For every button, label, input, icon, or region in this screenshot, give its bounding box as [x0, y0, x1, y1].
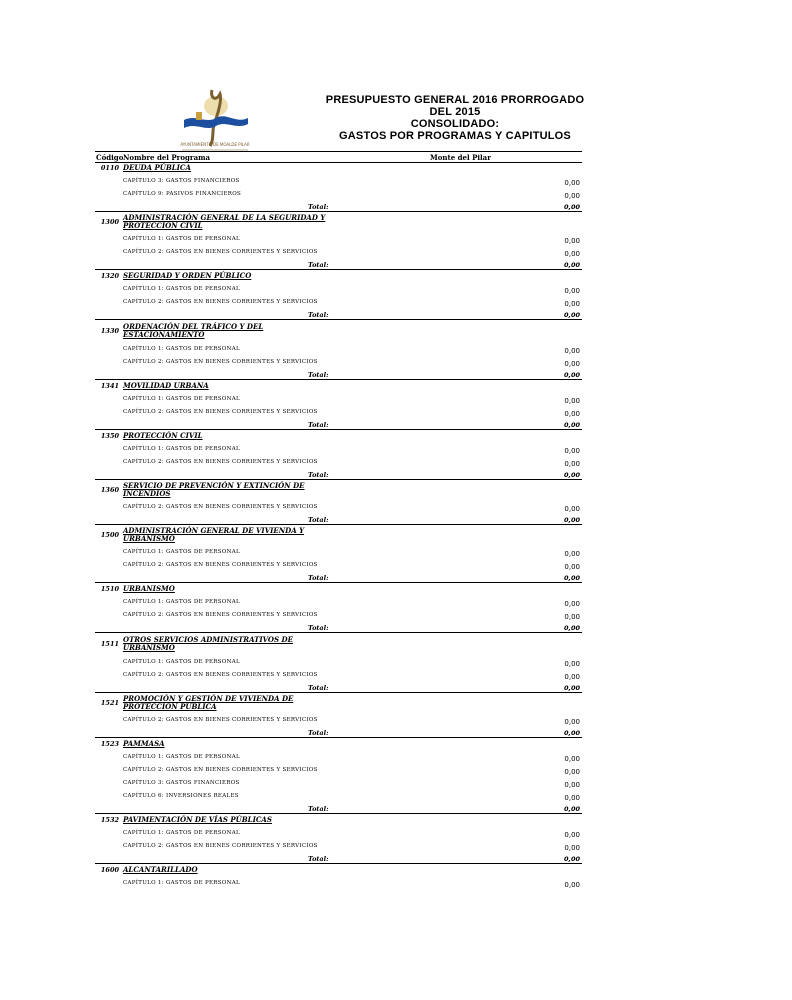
program-name: DEUDA PÚBLICA — [123, 163, 191, 172]
column-header-code: Código — [96, 153, 124, 162]
chapter-row — [95, 655, 582, 668]
program-group — [95, 162, 582, 212]
chapter-row — [95, 750, 582, 763]
chapter-amount: 0,00 — [564, 447, 580, 455]
chapter-row — [95, 442, 582, 455]
chapter-row — [95, 232, 582, 245]
chapter-row — [95, 545, 582, 558]
column-header-program: Nombre del Programa — [123, 153, 211, 162]
header-top-rule — [95, 151, 582, 152]
total-row — [95, 802, 582, 813]
chapter-row — [95, 876, 582, 889]
chapter-amount: 0,00 — [564, 237, 580, 245]
total-row — [95, 200, 582, 211]
program-code: 1300 — [100, 218, 119, 226]
svg-text:AYUNTAMIENTO DE MOALDE PILAR: AYUNTAMIENTO DE MOALDE PILAR — [180, 142, 250, 147]
program-code: 1511 — [100, 640, 119, 648]
total-amount: 0,00 — [563, 371, 580, 379]
report-title — [320, 94, 590, 142]
chapter-label: CAPÍTULO 2: GASTOS EN BIENES CORRIENTES Y SERVICIOS — [123, 672, 318, 678]
chapter-amount: 0,00 — [564, 660, 580, 668]
chapter-label: CAPÍTULO 1: GASTOS DE PERSONAL — [123, 659, 240, 665]
total-label: Total: — [308, 421, 329, 429]
municipal-logo-icon — [176, 84, 254, 154]
chapter-amount: 0,00 — [564, 844, 580, 852]
chapter-amount: 0,00 — [564, 410, 580, 418]
chapter-label: CAPÍTULO 2: GASTOS EN BIENES CORRIENTES Y SERVICIOS — [123, 359, 318, 365]
chapter-row — [95, 776, 582, 789]
program-code: 1341 — [100, 382, 119, 390]
program-group — [95, 693, 582, 738]
total-amount: 0,00 — [563, 516, 580, 524]
program-header — [95, 814, 582, 826]
total-row — [95, 571, 582, 582]
chapter-amount: 0,00 — [564, 360, 580, 368]
chapter-amount: 0,00 — [564, 347, 580, 355]
total-amount: 0,00 — [563, 624, 580, 632]
program-code: 1521 — [100, 699, 119, 707]
program-code: 1510 — [100, 585, 119, 593]
program-group — [95, 380, 582, 430]
total-amount: 0,00 — [563, 805, 580, 813]
program-name: ADMINISTRACIÓN GENERAL DE VIVIENDA Y URBANISMO — [123, 526, 305, 543]
chapter-amount: 0,00 — [564, 179, 580, 187]
budget-table — [95, 162, 582, 889]
total-row — [95, 368, 582, 379]
chapter-amount: 0,00 — [564, 550, 580, 558]
chapter-label: CAPÍTULO 2: GASTOS EN BIENES CORRIENTES Y SERVICIOS — [123, 459, 318, 465]
title-line-1: PRESUPUESTO GENERAL 2016 PRORROGADO — [325, 94, 585, 106]
program-group — [95, 430, 582, 480]
program-group — [95, 633, 582, 693]
total-amount: 0,00 — [563, 574, 580, 582]
program-name: PAMMASA — [123, 739, 165, 748]
chapter-label: CAPÍTULO 2: GASTOS EN BIENES CORRIENTES Y SERVICIOS — [123, 767, 318, 773]
total-amount: 0,00 — [563, 855, 580, 863]
total-row — [95, 621, 582, 632]
program-name: SERVICIO DE PREVENCIÓN Y EXTINCIÓN DE INCENDIOS — [123, 481, 305, 498]
total-amount: 0,00 — [563, 471, 580, 479]
total-label: Total: — [308, 311, 329, 319]
program-header — [95, 162, 582, 174]
chapter-amount: 0,00 — [564, 794, 580, 802]
chapter-amount: 0,00 — [564, 881, 580, 889]
total-label: Total: — [308, 684, 329, 692]
program-name: ADMINISTRACIÓN GENERAL DE LA SEGURIDAD Y PROTECCIÓN CIVIL — [123, 213, 326, 230]
chapter-label: CAPÍTULO 2: GASTOS EN BIENES CORRIENTES Y SERVICIOS — [123, 843, 318, 849]
total-label: Total: — [308, 371, 329, 379]
chapter-label: CAPÍTULO 1: GASTOS DE PERSONAL — [123, 880, 240, 886]
chapter-amount: 0,00 — [564, 250, 580, 258]
chapter-row — [95, 282, 582, 295]
program-header — [95, 583, 582, 595]
chapter-amount: 0,00 — [564, 831, 580, 839]
program-header — [95, 864, 582, 876]
total-row — [95, 468, 582, 479]
chapter-label: CAPÍTULO 1: GASTOS DE PERSONAL — [123, 286, 240, 292]
chapter-amount: 0,00 — [564, 600, 580, 608]
title-line-3: CONSOLIDADO: — [410, 118, 500, 130]
total-amount: 0,00 — [563, 421, 580, 429]
program-group — [95, 212, 582, 270]
total-row — [95, 852, 582, 863]
program-name: ALCANTARILLADO — [123, 865, 198, 874]
chapter-row — [95, 668, 582, 681]
program-code: 1350 — [100, 432, 119, 440]
chapter-amount: 0,00 — [564, 718, 580, 726]
total-label: Total: — [308, 516, 329, 524]
program-group — [95, 814, 582, 864]
chapter-label: CAPÍTULO 1: GASTOS DE PERSONAL — [123, 830, 240, 836]
title-line-4: GASTOS POR PROGRAMAS Y CAPITULOS — [339, 130, 571, 142]
chapter-row — [95, 789, 582, 802]
chapter-label: CAPÍTULO 1: GASTOS DE PERSONAL — [123, 599, 240, 605]
total-row — [95, 726, 582, 737]
chapter-row — [95, 558, 582, 571]
title-line-2: DEL 2015 — [429, 106, 481, 118]
chapter-row — [95, 245, 582, 258]
program-header — [95, 380, 582, 392]
chapter-amount: 0,00 — [564, 460, 580, 468]
chapter-amount: 0,00 — [564, 755, 580, 763]
chapter-label: CAPÍTULO 2: GASTOS EN BIENES CORRIENTES Y SERVICIOS — [123, 562, 318, 568]
total-label: Total: — [308, 624, 329, 632]
total-amount: 0,00 — [563, 261, 580, 269]
chapter-row — [95, 342, 582, 355]
chapter-row — [95, 763, 582, 776]
program-name: PROTECCIÓN CIVIL — [123, 431, 203, 440]
program-name: OTROS SERVICIOS ADMINISTRATIVOS DE URBANISMO — [123, 635, 293, 652]
chapter-label: CAPÍTULO 2: GASTOS EN BIENES CORRIENTES Y SERVICIOS — [123, 249, 318, 255]
chapter-label: CAPÍTULO 1: GASTOS DE PERSONAL — [123, 346, 240, 352]
chapter-amount: 0,00 — [564, 673, 580, 681]
chapter-label: CAPÍTULO 2: GASTOS EN BIENES CORRIENTES Y SERVICIOS — [123, 409, 318, 415]
program-header — [95, 480, 582, 500]
total-label: Total: — [308, 729, 329, 737]
chapter-amount: 0,00 — [564, 768, 580, 776]
total-label: Total: — [308, 261, 329, 269]
program-name: MOVILIDAD URBANA — [123, 381, 209, 390]
program-header — [95, 270, 582, 282]
chapter-row — [95, 405, 582, 418]
total-label: Total: — [308, 574, 329, 582]
program-code: 1600 — [100, 866, 119, 874]
program-header — [95, 693, 582, 713]
chapter-label: CAPÍTULO 6: INVERSIONES REALES — [123, 793, 239, 799]
chapter-label: CAPÍTULO 2: GASTOS EN BIENES CORRIENTES Y SERVICIOS — [123, 612, 318, 618]
chapter-amount: 0,00 — [564, 781, 580, 789]
total-row — [95, 681, 582, 692]
program-header — [95, 320, 582, 342]
total-label: Total: — [308, 203, 329, 211]
chapter-label: CAPÍTULO 1: GASTOS DE PERSONAL — [123, 754, 240, 760]
program-group — [95, 738, 582, 814]
program-code: 1360 — [100, 486, 119, 494]
program-group — [95, 320, 582, 380]
program-name: PAVIMENTACIÓN DE VÍAS PÚBLICAS — [123, 815, 272, 824]
total-label: Total: — [308, 805, 329, 813]
program-name: URBANISMO — [123, 584, 175, 593]
chapter-label: CAPÍTULO 2: GASTOS EN BIENES CORRIENTES Y SERVICIOS — [123, 504, 318, 510]
chapter-row — [95, 713, 582, 726]
program-code: 1532 — [100, 816, 119, 824]
chapter-label: CAPÍTULO 1: GASTOS DE PERSONAL — [123, 236, 240, 242]
chapter-label: CAPÍTULO 3: GASTOS FINANCIEROS — [123, 780, 240, 786]
program-name: PROMOCIÓN Y GESTIÓN DE VIVIENDA DE PROTECCIÓN PÚBLICA — [123, 694, 294, 711]
chapter-label: CAPÍTULO 1: GASTOS DE PERSONAL — [123, 446, 240, 452]
chapter-row — [95, 595, 582, 608]
program-name: ORDENACIÓN DEL TRÁFICO Y DEL ESTACIONAMIENTO — [123, 322, 264, 339]
chapter-amount: 0,00 — [564, 505, 580, 513]
chapter-row — [95, 500, 582, 513]
chapter-label: CAPÍTULO 3: GASTOS FINANCIEROS — [123, 178, 240, 184]
chapter-row — [95, 295, 582, 308]
program-code: 0110 — [100, 164, 119, 172]
chapter-label: CAPÍTULO 9: PASIVOS FINANCIEROS — [123, 191, 242, 197]
chapter-row — [95, 174, 582, 187]
chapter-label: CAPÍTULO 1: GASTOS DE PERSONAL — [123, 549, 240, 555]
chapter-row — [95, 187, 582, 200]
chapter-label: CAPÍTULO 2: GASTOS EN BIENES CORRIENTES Y SERVICIOS — [123, 717, 318, 723]
chapter-row — [95, 355, 582, 368]
program-name: SEGURIDAD Y ORDEN PÚBLICO — [123, 271, 252, 280]
program-group — [95, 270, 582, 320]
total-row — [95, 258, 582, 269]
chapter-row — [95, 608, 582, 621]
chapter-label: CAPÍTULO 2: GASTOS EN BIENES CORRIENTES Y SERVICIOS — [123, 299, 318, 305]
program-group — [95, 525, 582, 583]
program-code: 1330 — [100, 327, 119, 335]
total-label: Total: — [308, 855, 329, 863]
chapter-amount: 0,00 — [564, 563, 580, 571]
program-code: 1320 — [100, 272, 119, 280]
chapter-amount: 0,00 — [564, 287, 580, 295]
chapter-row — [95, 392, 582, 405]
total-row — [95, 308, 582, 319]
program-header — [95, 430, 582, 442]
program-header — [95, 212, 582, 232]
chapter-row — [95, 826, 582, 839]
chapter-amount: 0,00 — [564, 613, 580, 621]
program-group — [95, 864, 582, 889]
program-group — [95, 583, 582, 633]
chapter-row — [95, 839, 582, 852]
total-label: Total: — [308, 471, 329, 479]
program-code: 1500 — [100, 531, 119, 539]
program-header — [95, 633, 582, 655]
chapter-label: CAPÍTULO 1: GASTOS DE PERSONAL — [123, 396, 240, 402]
total-row — [95, 418, 582, 429]
chapter-amount: 0,00 — [564, 300, 580, 308]
chapter-row — [95, 455, 582, 468]
chapter-amount: 0,00 — [564, 397, 580, 405]
total-amount: 0,00 — [563, 684, 580, 692]
program-header — [95, 738, 582, 750]
total-row — [95, 513, 582, 524]
chapter-amount: 0,00 — [564, 192, 580, 200]
column-header-amount: Monte del Pilar — [430, 153, 491, 162]
program-header — [95, 525, 582, 545]
total-amount: 0,00 — [563, 729, 580, 737]
total-amount: 0,00 — [563, 203, 580, 211]
program-code: 1523 — [100, 740, 119, 748]
total-amount: 0,00 — [563, 311, 580, 319]
program-group — [95, 480, 582, 525]
